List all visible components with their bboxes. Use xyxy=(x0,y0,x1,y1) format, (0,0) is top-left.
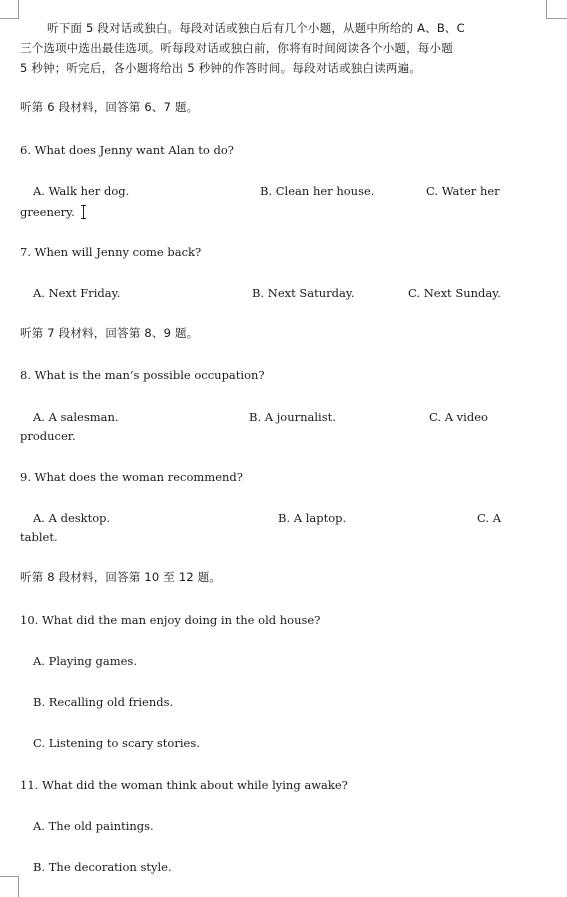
option-c[interactable]: C. A video xyxy=(429,410,488,424)
option-wrap-text[interactable]: tablet. xyxy=(20,530,58,544)
page-corner-marker xyxy=(546,0,567,19)
option-a[interactable]: A. A salesman. xyxy=(33,410,119,424)
option-wrap-text: greenery. xyxy=(20,205,75,219)
question-stem[interactable]: 8. What is the man’s possible occupation? xyxy=(20,368,265,382)
option-b[interactable]: B. Next Saturday. xyxy=(252,286,355,300)
option-b[interactable]: B. Recalling old friends. xyxy=(33,695,174,709)
section-heading[interactable]: 听第 7 段材料，回答第 8、9 题。 xyxy=(20,326,199,340)
instructions-line: 5 秒钟；听完后，各小题将给出 5 秒钟的作答时间。每段对话或独白读两遍。 xyxy=(20,61,421,75)
option-a[interactable]: A. A desktop. xyxy=(33,511,111,525)
option-c[interactable]: C. A xyxy=(477,511,502,525)
page-corner-marker xyxy=(0,0,19,19)
page-corner-marker xyxy=(0,876,19,897)
instructions-line: 听下面 5 段对话或独白。每段对话或独白后有几个小题，从题中所给的 A、B、C xyxy=(47,21,465,35)
question-stem[interactable]: 9. What does the woman recommend? xyxy=(20,470,243,484)
option-a[interactable]: A. Next Friday. xyxy=(33,286,121,300)
option-wrap-text[interactable]: producer. xyxy=(20,429,76,443)
question-stem[interactable]: 11. What did the woman think about while lying awake? xyxy=(20,778,348,792)
option-b[interactable]: B. The decoration style. xyxy=(33,860,172,874)
question-stem[interactable]: 7. When will Jenny come back? xyxy=(20,245,202,259)
option-a[interactable]: A. Walk her dog. xyxy=(33,184,130,198)
option-c[interactable]: C. Water her xyxy=(426,184,500,198)
question-stem[interactable]: 10. What did the man enjoy doing in the old house? xyxy=(20,613,321,627)
text-cursor-icon xyxy=(81,205,87,219)
section-heading[interactable]: 听第 6 段材料，回答第 6、7 题。 xyxy=(20,100,199,114)
section-heading[interactable]: 听第 8 段材料，回答第 10 至 12 题。 xyxy=(20,570,222,584)
option-b[interactable]: B. A laptop. xyxy=(278,511,347,525)
option-c[interactable]: C. Listening to scary stories. xyxy=(33,736,200,750)
option-a[interactable]: A. Playing games. xyxy=(33,654,137,668)
option-b[interactable]: B. A journalist. xyxy=(249,410,336,424)
instructions-line: 三个选项中选出最佳选项。听每段对话或独白前，你将有时间阅读各个小题，每小题 xyxy=(20,41,453,55)
question-stem[interactable]: 6. What does Jenny want Alan to do? xyxy=(20,143,234,157)
option-wrap-line[interactable] xyxy=(20,202,87,220)
option-b[interactable]: B. Clean her house. xyxy=(260,184,375,198)
option-a[interactable]: A. The old paintings. xyxy=(33,819,154,833)
option-c[interactable]: C. Next Sunday. xyxy=(408,286,501,300)
instructions-paragraph[interactable] xyxy=(20,18,548,78)
